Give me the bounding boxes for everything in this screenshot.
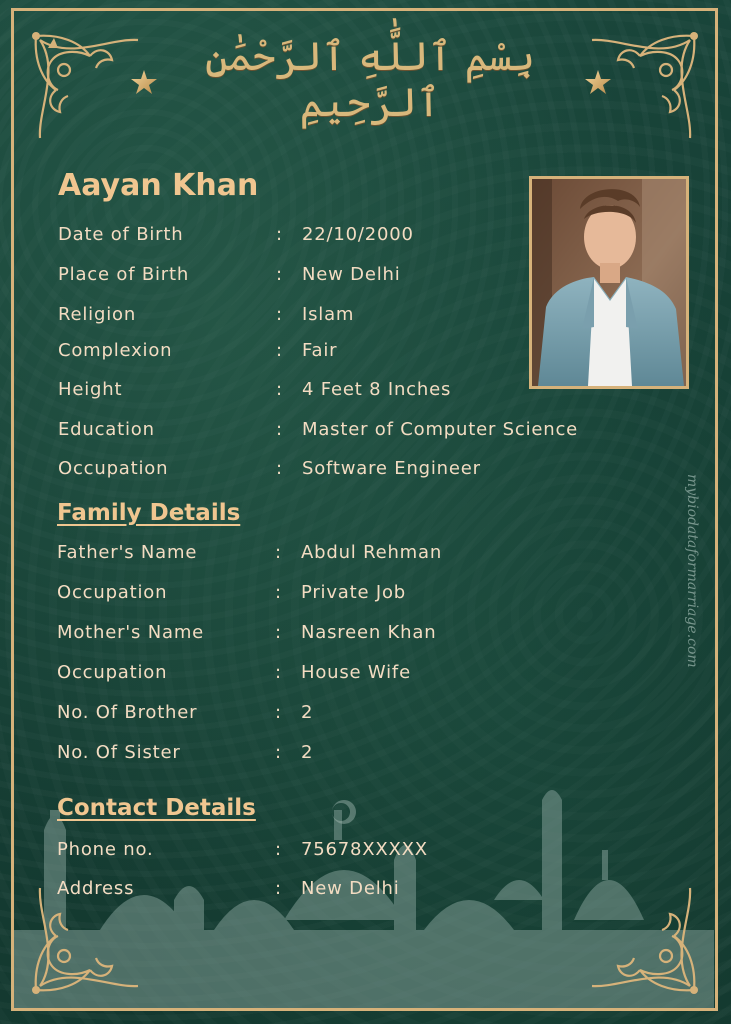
detail-value: 2 xyxy=(301,742,314,763)
detail-label: Occupation xyxy=(57,582,168,603)
separator: : xyxy=(275,742,282,763)
separator: : xyxy=(275,839,282,860)
detail-label: Education xyxy=(58,419,155,440)
separator: : xyxy=(276,264,283,285)
detail-value: Master of Computer Science xyxy=(302,419,579,440)
detail-label: No. Of Sister xyxy=(57,742,181,763)
detail-label: Place of Birth xyxy=(58,264,190,285)
separator: : xyxy=(275,622,282,643)
detail-label: Occupation xyxy=(57,662,168,683)
person-name: Aayan Khan xyxy=(58,168,259,203)
person-portrait-icon xyxy=(532,179,686,386)
detail-label: Religion xyxy=(58,304,137,325)
separator: : xyxy=(275,878,282,899)
separator: : xyxy=(275,702,282,723)
watermark-label: mybiodataformarriage.com xyxy=(684,474,700,668)
detail-value: 2 xyxy=(301,702,314,723)
ornament-corner-bottom-right-icon xyxy=(590,886,700,996)
detail-value: New Delhi xyxy=(301,878,400,899)
separator: : xyxy=(276,458,283,479)
contact-details-heading: Contact Details xyxy=(57,795,256,821)
separator: : xyxy=(275,582,282,603)
separator: : xyxy=(276,304,283,325)
detail-label: Mother's Name xyxy=(57,622,205,643)
detail-value: Fair xyxy=(302,340,338,361)
detail-value: Islam xyxy=(302,304,355,325)
ornament-corner-bottom-left-icon xyxy=(30,886,140,996)
detail-value: Nasreen Khan xyxy=(301,622,437,643)
profile-photo xyxy=(529,176,689,389)
crescent-star-right-icon xyxy=(570,44,646,124)
detail-value: 22/10/2000 xyxy=(302,224,414,245)
watermark-text xyxy=(664,470,704,720)
detail-label: Date of Birth xyxy=(58,224,184,245)
separator: : xyxy=(276,419,283,440)
crescent-star-left-icon xyxy=(96,44,172,124)
detail-label: Complexion xyxy=(58,340,173,361)
separator: : xyxy=(276,340,283,361)
separator: : xyxy=(275,542,282,563)
detail-label: Height xyxy=(58,379,123,400)
separator: : xyxy=(275,662,282,683)
detail-label: Father's Name xyxy=(57,542,198,563)
detail-value: Software Engineer xyxy=(302,458,481,479)
bismillah-calligraphy: بِسْمِ ٱللَّٰهِ ٱلرَّحْمَٰنِ ٱلرَّحِيمِ xyxy=(204,34,536,126)
separator: : xyxy=(276,379,283,400)
detail-value: 75678XXXXX xyxy=(301,839,428,860)
detail-value: New Delhi xyxy=(302,264,401,285)
detail-value: House Wife xyxy=(301,662,411,683)
detail-label: No. Of Brother xyxy=(57,702,198,723)
detail-label: Occupation xyxy=(58,458,169,479)
separator: : xyxy=(276,224,283,245)
detail-label: Phone no. xyxy=(57,839,154,860)
detail-value: Abdul Rehman xyxy=(301,542,443,563)
family-details-heading: Family Details xyxy=(57,500,241,526)
detail-label: Address xyxy=(57,878,135,899)
detail-value: 4 Feet 8 Inches xyxy=(302,379,452,400)
detail-value: Private Job xyxy=(301,582,407,603)
